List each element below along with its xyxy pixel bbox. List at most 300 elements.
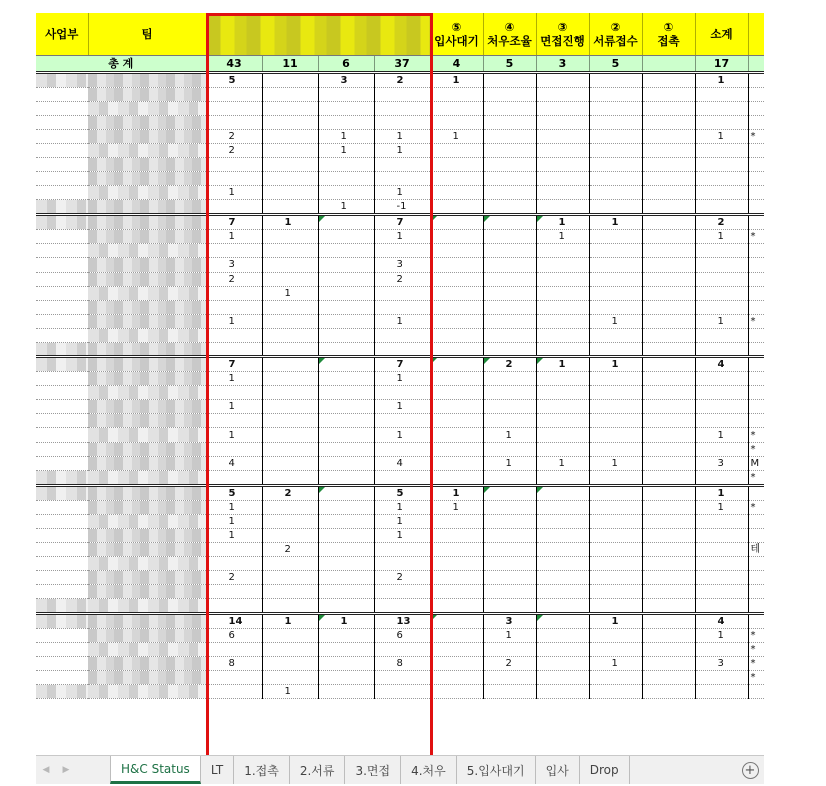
value-cell[interactable] bbox=[695, 557, 748, 571]
value-cell[interactable]: 1 bbox=[695, 628, 748, 642]
value-cell[interactable] bbox=[695, 244, 748, 258]
value-cell[interactable] bbox=[262, 300, 318, 314]
value-cell[interactable] bbox=[430, 557, 483, 571]
value-cell[interactable] bbox=[695, 670, 748, 684]
value-cell[interactable] bbox=[589, 414, 642, 428]
value-cell[interactable] bbox=[483, 528, 536, 542]
value-cell[interactable] bbox=[483, 400, 536, 414]
team-cell[interactable] bbox=[88, 300, 206, 314]
tab-hc-status[interactable]: H&C Status bbox=[110, 756, 201, 784]
value-cell[interactable] bbox=[536, 186, 589, 200]
value-cell[interactable]: -1 bbox=[374, 200, 430, 215]
value-cell[interactable] bbox=[262, 258, 318, 272]
value-cell[interactable] bbox=[536, 684, 589, 698]
business-unit-cell[interactable] bbox=[36, 115, 88, 129]
note-cell[interactable] bbox=[748, 200, 764, 215]
note-cell[interactable] bbox=[748, 300, 764, 314]
value-cell[interactable] bbox=[589, 157, 642, 171]
business-unit-cell[interactable] bbox=[36, 101, 88, 115]
value-cell[interactable] bbox=[642, 684, 695, 698]
value-cell[interactable] bbox=[483, 258, 536, 272]
team-cell[interactable] bbox=[88, 585, 206, 599]
note-cell[interactable] bbox=[748, 143, 764, 157]
value-cell[interactable] bbox=[262, 115, 318, 129]
value-cell[interactable] bbox=[536, 528, 589, 542]
business-unit-cell[interactable] bbox=[36, 485, 88, 500]
team-cell[interactable] bbox=[88, 115, 206, 129]
value-cell[interactable] bbox=[262, 585, 318, 599]
business-unit-cell[interactable] bbox=[36, 72, 88, 87]
value-cell[interactable]: 7 bbox=[206, 215, 262, 230]
team-cell[interactable] bbox=[88, 414, 206, 428]
note-cell[interactable]: * bbox=[748, 442, 764, 456]
value-cell[interactable] bbox=[642, 143, 695, 157]
business-unit-cell[interactable] bbox=[36, 230, 88, 244]
note-cell[interactable] bbox=[748, 244, 764, 258]
note-cell[interactable] bbox=[748, 684, 764, 698]
value-cell[interactable] bbox=[642, 571, 695, 585]
value-cell[interactable] bbox=[483, 272, 536, 286]
value-cell[interactable] bbox=[589, 628, 642, 642]
value-cell[interactable] bbox=[318, 258, 374, 272]
team-cell[interactable] bbox=[88, 157, 206, 171]
value-cell[interactable]: 1 bbox=[206, 500, 262, 514]
value-cell[interactable]: 1 bbox=[318, 129, 374, 143]
value-cell[interactable] bbox=[536, 343, 589, 357]
business-unit-cell[interactable] bbox=[36, 372, 88, 386]
value-cell[interactable] bbox=[206, 328, 262, 342]
value-cell[interactable] bbox=[206, 101, 262, 115]
value-cell[interactable]: 1 bbox=[483, 628, 536, 642]
value-cell[interactable] bbox=[536, 599, 589, 613]
value-cell[interactable]: 1 bbox=[695, 314, 748, 328]
value-cell[interactable] bbox=[589, 72, 642, 87]
value-cell[interactable] bbox=[589, 642, 642, 656]
value-cell[interactable]: 1 bbox=[589, 314, 642, 328]
value-cell[interactable] bbox=[262, 470, 318, 485]
value-cell[interactable] bbox=[318, 557, 374, 571]
value-cell[interactable] bbox=[642, 357, 695, 372]
value-cell[interactable] bbox=[642, 470, 695, 485]
team-cell[interactable] bbox=[88, 200, 206, 215]
value-cell[interactable] bbox=[430, 386, 483, 400]
value-cell[interactable] bbox=[374, 172, 430, 186]
value-cell[interactable] bbox=[695, 684, 748, 698]
value-cell[interactable] bbox=[642, 157, 695, 171]
value-cell[interactable] bbox=[536, 500, 589, 514]
value-cell[interactable] bbox=[483, 414, 536, 428]
value-cell[interactable] bbox=[695, 87, 748, 101]
value-cell[interactable] bbox=[318, 328, 374, 342]
value-cell[interactable]: 1 bbox=[206, 400, 262, 414]
value-cell[interactable] bbox=[536, 557, 589, 571]
value-cell[interactable] bbox=[695, 258, 748, 272]
tab-drop[interactable]: Drop bbox=[580, 756, 630, 784]
team-cell[interactable] bbox=[88, 442, 206, 456]
team-cell[interactable] bbox=[88, 186, 206, 200]
business-unit-cell[interactable] bbox=[36, 258, 88, 272]
value-cell[interactable] bbox=[318, 456, 374, 470]
value-cell[interactable] bbox=[536, 200, 589, 215]
value-cell[interactable] bbox=[483, 186, 536, 200]
note-cell[interactable]: * bbox=[748, 314, 764, 328]
spreadsheet-grid[interactable] bbox=[36, 13, 764, 755]
note-cell[interactable]: * bbox=[748, 642, 764, 656]
value-cell[interactable]: 5 bbox=[374, 485, 430, 500]
value-cell[interactable] bbox=[695, 372, 748, 386]
tab-offer[interactable]: 4.처우 bbox=[401, 756, 457, 784]
value-cell[interactable] bbox=[430, 286, 483, 300]
value-cell[interactable]: 1 bbox=[430, 485, 483, 500]
value-cell[interactable] bbox=[589, 428, 642, 442]
value-cell[interactable] bbox=[374, 87, 430, 101]
value-cell[interactable] bbox=[206, 115, 262, 129]
value-cell[interactable]: 1 bbox=[536, 357, 589, 372]
business-unit-cell[interactable] bbox=[36, 172, 88, 186]
business-unit-cell[interactable] bbox=[36, 87, 88, 101]
team-cell[interactable] bbox=[88, 656, 206, 670]
note-cell[interactable] bbox=[748, 328, 764, 342]
value-cell[interactable] bbox=[483, 670, 536, 684]
value-cell[interactable]: 1 bbox=[318, 143, 374, 157]
value-cell[interactable] bbox=[430, 684, 483, 698]
value-cell[interactable] bbox=[206, 300, 262, 314]
value-cell[interactable] bbox=[318, 543, 374, 557]
value-cell[interactable]: 1 bbox=[430, 500, 483, 514]
value-cell[interactable] bbox=[642, 300, 695, 314]
value-cell[interactable] bbox=[374, 115, 430, 129]
value-cell[interactable] bbox=[374, 684, 430, 698]
value-cell[interactable] bbox=[536, 157, 589, 171]
team-cell[interactable] bbox=[88, 456, 206, 470]
value-cell[interactable] bbox=[695, 514, 748, 528]
value-cell[interactable] bbox=[318, 400, 374, 414]
value-cell[interactable] bbox=[536, 485, 589, 500]
value-cell[interactable] bbox=[318, 244, 374, 258]
value-cell[interactable] bbox=[430, 528, 483, 542]
business-unit-cell[interactable] bbox=[36, 514, 88, 528]
value-cell[interactable] bbox=[430, 314, 483, 328]
value-cell[interactable] bbox=[695, 642, 748, 656]
value-cell[interactable] bbox=[318, 656, 374, 670]
value-cell[interactable] bbox=[536, 543, 589, 557]
value-cell[interactable] bbox=[536, 656, 589, 670]
value-cell[interactable] bbox=[374, 157, 430, 171]
value-cell[interactable] bbox=[374, 543, 430, 557]
value-cell[interactable] bbox=[262, 628, 318, 642]
team-cell[interactable] bbox=[88, 230, 206, 244]
note-cell[interactable] bbox=[748, 557, 764, 571]
value-cell[interactable] bbox=[536, 428, 589, 442]
value-cell[interactable] bbox=[483, 599, 536, 613]
value-cell[interactable] bbox=[642, 200, 695, 215]
value-cell[interactable] bbox=[642, 599, 695, 613]
value-cell[interactable]: 1 bbox=[695, 485, 748, 500]
value-cell[interactable] bbox=[430, 456, 483, 470]
value-cell[interactable] bbox=[430, 300, 483, 314]
value-cell[interactable] bbox=[589, 272, 642, 286]
value-cell[interactable] bbox=[642, 230, 695, 244]
note-cell[interactable] bbox=[748, 613, 764, 628]
value-cell[interactable] bbox=[536, 642, 589, 656]
value-cell[interactable] bbox=[430, 101, 483, 115]
note-cell[interactable] bbox=[748, 514, 764, 528]
header-col-5[interactable] bbox=[642, 13, 695, 55]
value-cell[interactable]: 4 bbox=[695, 613, 748, 628]
value-cell[interactable] bbox=[589, 115, 642, 129]
total-cell[interactable]: 11 bbox=[262, 55, 318, 72]
value-cell[interactable] bbox=[483, 500, 536, 514]
business-unit-cell[interactable] bbox=[36, 628, 88, 642]
value-cell[interactable] bbox=[589, 386, 642, 400]
team-cell[interactable] bbox=[88, 670, 206, 684]
value-cell[interactable] bbox=[642, 456, 695, 470]
value-cell[interactable] bbox=[262, 186, 318, 200]
value-cell[interactable] bbox=[536, 87, 589, 101]
team-cell[interactable] bbox=[88, 87, 206, 101]
note-cell[interactable]: * bbox=[748, 670, 764, 684]
value-cell[interactable] bbox=[589, 557, 642, 571]
value-cell[interactable] bbox=[695, 414, 748, 428]
value-cell[interactable]: 1 bbox=[318, 613, 374, 628]
team-cell[interactable] bbox=[88, 357, 206, 372]
value-cell[interactable] bbox=[695, 343, 748, 357]
total-cell[interactable] bbox=[642, 55, 695, 72]
value-cell[interactable] bbox=[695, 571, 748, 585]
team-cell[interactable] bbox=[88, 500, 206, 514]
value-cell[interactable] bbox=[430, 599, 483, 613]
value-cell[interactable] bbox=[642, 400, 695, 414]
value-cell[interactable] bbox=[695, 143, 748, 157]
total-label[interactable]: 총 계 bbox=[36, 55, 206, 72]
value-cell[interactable] bbox=[589, 129, 642, 143]
value-cell[interactable] bbox=[262, 599, 318, 613]
value-cell[interactable] bbox=[483, 514, 536, 528]
value-cell[interactable] bbox=[589, 670, 642, 684]
value-cell[interactable]: 1 bbox=[206, 314, 262, 328]
value-cell[interactable] bbox=[483, 300, 536, 314]
team-cell[interactable] bbox=[88, 485, 206, 500]
value-cell[interactable] bbox=[642, 172, 695, 186]
team-cell[interactable] bbox=[88, 101, 206, 115]
value-cell[interactable]: 2 bbox=[374, 571, 430, 585]
team-cell[interactable] bbox=[88, 470, 206, 485]
value-cell[interactable] bbox=[206, 414, 262, 428]
value-cell[interactable] bbox=[430, 272, 483, 286]
value-cell[interactable] bbox=[483, 129, 536, 143]
value-cell[interactable] bbox=[483, 215, 536, 230]
header-redacted-columns[interactable] bbox=[206, 13, 430, 55]
value-cell[interactable] bbox=[483, 286, 536, 300]
tab-pre-join[interactable]: 5.입사대기 bbox=[457, 756, 536, 784]
value-cell[interactable] bbox=[262, 272, 318, 286]
value-cell[interactable]: 2 bbox=[483, 357, 536, 372]
value-cell[interactable]: 2 bbox=[374, 272, 430, 286]
value-cell[interactable] bbox=[589, 372, 642, 386]
value-cell[interactable]: 1 bbox=[589, 613, 642, 628]
value-cell[interactable] bbox=[695, 300, 748, 314]
value-cell[interactable] bbox=[695, 585, 748, 599]
value-cell[interactable] bbox=[536, 286, 589, 300]
value-cell[interactable]: 7 bbox=[374, 215, 430, 230]
value-cell[interactable] bbox=[642, 670, 695, 684]
value-cell[interactable] bbox=[483, 543, 536, 557]
value-cell[interactable]: 1 bbox=[374, 514, 430, 528]
value-cell[interactable] bbox=[430, 613, 483, 628]
value-cell[interactable] bbox=[589, 258, 642, 272]
value-cell[interactable] bbox=[642, 442, 695, 456]
total-cut-cell[interactable] bbox=[748, 55, 764, 72]
value-cell[interactable] bbox=[318, 470, 374, 485]
header-col-4[interactable] bbox=[589, 13, 642, 55]
tab-joined[interactable]: 입사 bbox=[536, 756, 580, 784]
value-cell[interactable] bbox=[374, 328, 430, 342]
value-cell[interactable] bbox=[262, 656, 318, 670]
business-unit-cell[interactable] bbox=[36, 286, 88, 300]
value-cell[interactable] bbox=[262, 200, 318, 215]
team-cell[interactable] bbox=[88, 72, 206, 87]
value-cell[interactable]: 5 bbox=[206, 72, 262, 87]
value-cell[interactable] bbox=[536, 328, 589, 342]
value-cell[interactable] bbox=[374, 557, 430, 571]
value-cell[interactable]: 1 bbox=[206, 372, 262, 386]
value-cell[interactable] bbox=[262, 557, 318, 571]
note-cell[interactable] bbox=[748, 186, 764, 200]
note-cell[interactable]: 테 bbox=[748, 543, 764, 557]
value-cell[interactable] bbox=[430, 656, 483, 670]
team-cell[interactable] bbox=[88, 343, 206, 357]
value-cell[interactable] bbox=[536, 571, 589, 585]
note-cell[interactable] bbox=[748, 272, 764, 286]
value-cell[interactable] bbox=[589, 244, 642, 258]
value-cell[interactable] bbox=[374, 599, 430, 613]
value-cell[interactable] bbox=[642, 414, 695, 428]
team-cell[interactable] bbox=[88, 514, 206, 528]
header-col-2[interactable] bbox=[483, 13, 536, 55]
total-cell[interactable]: 37 bbox=[374, 55, 430, 72]
value-cell[interactable] bbox=[642, 272, 695, 286]
note-cell[interactable] bbox=[748, 386, 764, 400]
note-cell[interactable] bbox=[748, 72, 764, 87]
value-cell[interactable]: 1 bbox=[318, 200, 374, 215]
value-cell[interactable] bbox=[430, 642, 483, 656]
value-cell[interactable] bbox=[589, 514, 642, 528]
value-cell[interactable] bbox=[642, 613, 695, 628]
value-cell[interactable]: 1 bbox=[536, 230, 589, 244]
value-cell[interactable] bbox=[206, 244, 262, 258]
value-cell[interactable] bbox=[536, 400, 589, 414]
value-cell[interactable] bbox=[262, 172, 318, 186]
business-unit-cell[interactable] bbox=[36, 442, 88, 456]
value-cell[interactable] bbox=[695, 400, 748, 414]
team-cell[interactable] bbox=[88, 328, 206, 342]
value-cell[interactable] bbox=[430, 115, 483, 129]
value-cell[interactable] bbox=[206, 343, 262, 357]
business-unit-cell[interactable] bbox=[36, 186, 88, 200]
value-cell[interactable]: 1 bbox=[695, 129, 748, 143]
value-cell[interactable] bbox=[483, 343, 536, 357]
value-cell[interactable] bbox=[642, 87, 695, 101]
value-cell[interactable] bbox=[430, 442, 483, 456]
business-unit-cell[interactable] bbox=[36, 314, 88, 328]
value-cell[interactable] bbox=[695, 157, 748, 171]
value-cell[interactable] bbox=[262, 500, 318, 514]
team-cell[interactable] bbox=[88, 528, 206, 542]
value-cell[interactable] bbox=[262, 514, 318, 528]
value-cell[interactable] bbox=[536, 414, 589, 428]
team-cell[interactable] bbox=[88, 599, 206, 613]
team-cell[interactable] bbox=[88, 143, 206, 157]
tab-scroll-right-icon[interactable]: ▶ bbox=[62, 765, 70, 775]
value-cell[interactable]: 1 bbox=[695, 72, 748, 87]
value-cell[interactable] bbox=[642, 543, 695, 557]
value-cell[interactable] bbox=[318, 414, 374, 428]
value-cell[interactable]: 1 bbox=[374, 400, 430, 414]
value-cell[interactable] bbox=[483, 314, 536, 328]
value-cell[interactable] bbox=[483, 87, 536, 101]
value-cell[interactable] bbox=[206, 157, 262, 171]
value-cell[interactable] bbox=[430, 87, 483, 101]
value-cell[interactable]: 8 bbox=[374, 656, 430, 670]
total-cell[interactable]: 6 bbox=[318, 55, 374, 72]
value-cell[interactable] bbox=[262, 670, 318, 684]
value-cell[interactable] bbox=[483, 244, 536, 258]
value-cell[interactable] bbox=[374, 670, 430, 684]
value-cell[interactable] bbox=[318, 386, 374, 400]
value-cell[interactable] bbox=[430, 428, 483, 442]
business-unit-cell[interactable] bbox=[36, 656, 88, 670]
value-cell[interactable] bbox=[430, 514, 483, 528]
value-cell[interactable] bbox=[262, 230, 318, 244]
tab-interview[interactable]: 3.면접 bbox=[345, 756, 401, 784]
note-cell[interactable]: * bbox=[748, 230, 764, 244]
value-cell[interactable] bbox=[262, 343, 318, 357]
value-cell[interactable] bbox=[262, 571, 318, 585]
value-cell[interactable] bbox=[536, 272, 589, 286]
value-cell[interactable] bbox=[318, 571, 374, 585]
value-cell[interactable] bbox=[430, 585, 483, 599]
note-cell[interactable] bbox=[748, 414, 764, 428]
business-unit-cell[interactable] bbox=[36, 157, 88, 171]
value-cell[interactable] bbox=[374, 442, 430, 456]
value-cell[interactable] bbox=[206, 386, 262, 400]
value-cell[interactable]: 1 bbox=[536, 215, 589, 230]
value-cell[interactable] bbox=[536, 386, 589, 400]
note-cell[interactable] bbox=[748, 101, 764, 115]
value-cell[interactable] bbox=[483, 143, 536, 157]
value-cell[interactable] bbox=[642, 328, 695, 342]
value-cell[interactable] bbox=[430, 230, 483, 244]
value-cell[interactable] bbox=[483, 684, 536, 698]
header-col-3[interactable] bbox=[536, 13, 589, 55]
value-cell[interactable] bbox=[206, 599, 262, 613]
value-cell[interactable] bbox=[589, 528, 642, 542]
value-cell[interactable]: 1 bbox=[262, 215, 318, 230]
value-cell[interactable] bbox=[262, 72, 318, 87]
value-cell[interactable] bbox=[589, 571, 642, 585]
value-cell[interactable]: 4 bbox=[374, 456, 430, 470]
value-cell[interactable] bbox=[430, 258, 483, 272]
header-cut-cell[interactable] bbox=[748, 13, 764, 55]
team-cell[interactable] bbox=[88, 314, 206, 328]
value-cell[interactable] bbox=[430, 543, 483, 557]
value-cell[interactable] bbox=[589, 101, 642, 115]
business-unit-cell[interactable] bbox=[36, 684, 88, 698]
value-cell[interactable] bbox=[430, 215, 483, 230]
business-unit-cell[interactable] bbox=[36, 528, 88, 542]
value-cell[interactable]: 2 bbox=[262, 543, 318, 557]
tab-documents[interactable]: 2.서류 bbox=[290, 756, 346, 784]
